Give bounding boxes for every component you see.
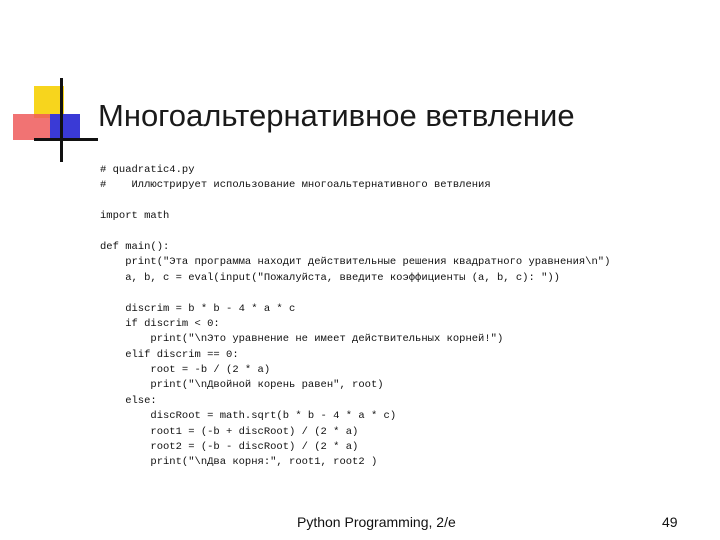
code-line: def main(): <box>100 240 170 253</box>
slide-footer: Python Programming, 2/e <box>297 514 456 530</box>
code-block <box>100 163 610 471</box>
code-line <box>100 225 610 240</box>
code-line: # Иллюстрирует использование многоальтернативного ветвления <box>100 179 491 192</box>
code-line: import math <box>100 210 170 223</box>
slide-logo-decoration <box>8 78 98 162</box>
page-number: 49 <box>662 514 678 530</box>
code-line: elif discrim == 0: <box>100 348 239 361</box>
code-line: a, b, c = eval(input("Пожалуйста, введите коэффициенты (a, b, c): ")) <box>100 271 560 284</box>
slide-title: Многоальтернативное ветвление <box>98 98 575 133</box>
code-line: else: <box>100 394 157 407</box>
code-line: print("\nЭто уравнение не имеет действительных корней!") <box>100 333 504 346</box>
code-line <box>100 286 610 301</box>
code-line <box>100 194 610 209</box>
logo-horizontal-line <box>34 138 98 141</box>
logo-red-square <box>13 114 55 140</box>
code-line: print("Эта программа находит действительные решения квадратного уравнения\n") <box>100 256 611 269</box>
code-line: print("\nДва корня:", root1, root2 ) <box>100 456 378 469</box>
code-line: root = -b / (2 * a) <box>100 364 271 377</box>
code-line: root1 = (-b + discRoot) / (2 * a) <box>100 425 359 438</box>
code-line: print("\nДвойной корень равен", root) <box>100 379 384 392</box>
code-line: # quadratic4.py <box>100 164 195 176</box>
code-line: discrim = b * b - 4 * a * c <box>100 302 296 315</box>
code-line: if discrim < 0: <box>100 317 220 330</box>
code-line: root2 = (-b - discRoot) / (2 * a) <box>100 441 359 454</box>
code-line: discRoot = math.sqrt(b * b - 4 * a * c) <box>100 410 397 423</box>
logo-vertical-line <box>60 78 63 162</box>
logo-blue-square <box>50 114 80 140</box>
